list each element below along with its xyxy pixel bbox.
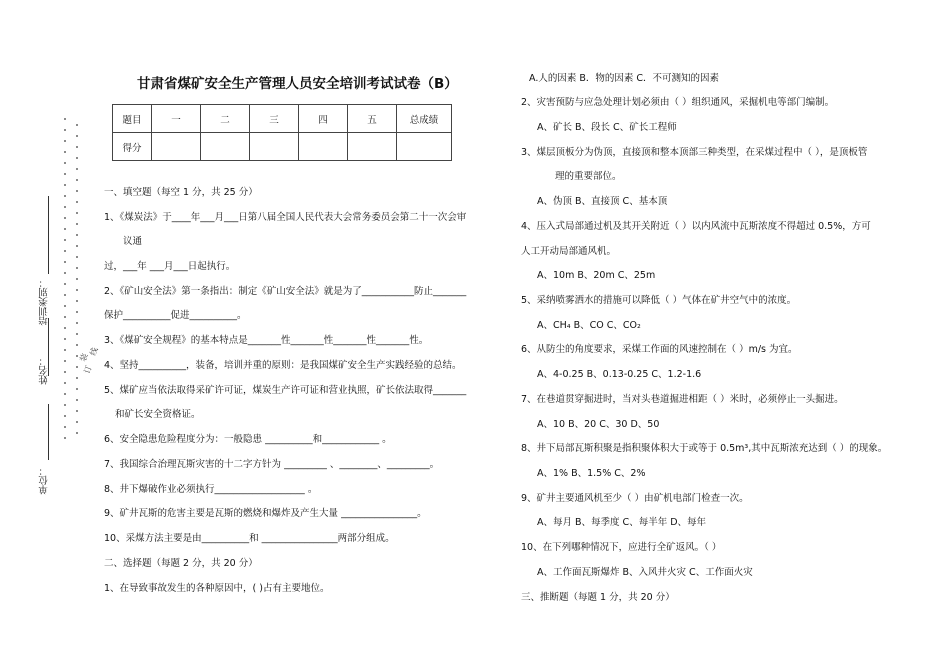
question-line: 7、我国综合治理瓦斯灾害的十二字方针为 _________ 、________、_________。 (104, 459, 440, 470)
question-line: 10、采煤方法主要是由__________和 ________________两部分组成。 (104, 533, 395, 544)
score-header: 五 (348, 105, 397, 133)
score-header: 三 (250, 105, 299, 133)
question-line: 和矿长安全资格证。 (115, 409, 201, 420)
binding-dots (64, 118, 66, 439)
score-header-row (113, 105, 452, 133)
question-line: 6、安全隐患危险程度分为：一般隐患 __________和____________ 。 (104, 434, 392, 445)
bind-mark: 装 (78, 352, 90, 363)
question-line: 7、在巷道贯穿掘进时，当对头巷道掘进相距（ ）米时，必须停止一头掘进。 (521, 394, 844, 405)
question-line: 5、煤矿应当依法取得采矿许可证，煤炭生产许可证和营业执照，矿长依法取得_______ (104, 385, 467, 396)
score-header: 总成绩 (397, 105, 452, 133)
name-label: 姓名： (39, 356, 50, 385)
score-header: 一 (152, 105, 201, 133)
score-header: 二 (201, 105, 250, 133)
binding-dots (76, 124, 78, 434)
category-label: 培训类别： (39, 278, 50, 326)
question-line: 保护__________促进__________。 (104, 310, 247, 321)
question-line: 9、矿井瓦斯的危害主要是瓦斯的燃烧和爆炸及产生大量 ________________。 (104, 508, 427, 519)
question-line: 人工开动局部通风机。 (521, 246, 617, 257)
score-row-label: 得分 (113, 133, 152, 161)
score-row (113, 133, 452, 161)
score-header: 题目 (113, 105, 152, 133)
score-cell[interactable] (299, 133, 348, 161)
score-table (112, 104, 452, 161)
question-line: 1、《煤炭法》于____年___月___日第八届全国人民代表大会常务委员会第二十一次会审 (104, 212, 467, 223)
score-cell[interactable] (152, 133, 201, 161)
unit-label: 单位： (39, 466, 50, 495)
question-line: 理的重要部位。 (555, 171, 622, 182)
option-line: A、4-0.25 B、0.13-0.25 C、1.2-1.6 (537, 369, 702, 380)
bind-mark: 线 (88, 346, 100, 357)
question-line: 4、压入式局部通过机及其开关附近（ ）以内风流中瓦斯浓度不得超过 0.5%，方可 (521, 221, 871, 232)
question-line: 8、井下爆破作业必须执行___________________ 。 (104, 484, 318, 495)
binding-line (48, 404, 49, 460)
question-line: 6、从防尘的角度要求，采煤工作面的风速控制在（ ）m/s 为宜。 (521, 344, 798, 355)
option-line: A、10m B、20m C、25m (537, 270, 656, 281)
score-cell[interactable] (250, 133, 299, 161)
question-line: 过，___年 ___月___日起执行。 (104, 261, 236, 272)
question-line: 10、在下列哪种情况下，应进行全矿返风。（ ） (521, 542, 722, 553)
question-line: 2、灾害预防与应急处理计划必须由（ ）组织通风，采掘机电等部门编制。 (521, 97, 835, 108)
option-line: A、1% B、1.5% C、2% (537, 468, 646, 479)
section-heading: 二、选择题（每题 2 分，共 20 分） (104, 558, 258, 569)
section-heading: 一、填空题（每空 1 分，共 25 分） (104, 187, 258, 198)
section-heading: 三、推断题（每题 1 分，共 20 分） (521, 592, 675, 603)
question-line: 议通 (123, 236, 143, 247)
question-line: 8、井下局部瓦斯积聚是指积聚体积大于或等于 0.5m³,其中瓦斯浓充达到（ ）的现象。 (521, 443, 888, 454)
option-line: A、工作面瓦斯爆炸 B、入风井火灾 C、工作面火灾 (537, 567, 753, 578)
score-header: 四 (299, 105, 348, 133)
score-cell[interactable] (201, 133, 250, 161)
score-cell[interactable] (397, 133, 452, 161)
option-line: A、伪顶 B、直接顶 C、基本顶 (537, 196, 668, 207)
score-cell[interactable] (348, 133, 397, 161)
question-line: 9、矿井主要通风机至少（ ）由矿机电部门检查一次。 (521, 493, 749, 504)
question-line: 2、《矿山安全法》第一条指出：制定《矿山安全法》就是为了___________防止_______ (104, 286, 467, 297)
option-line: A.人的因素 B．物的因素 C．不可测知的因素 (529, 73, 720, 84)
question-line: 3、《煤矿安全规程》的基本特点是_______性_______性_______性_______性。 (104, 335, 429, 346)
bind-mark: 订 (82, 364, 94, 375)
option-line: A、10 B、20 C、30 D、50 (537, 419, 660, 430)
binding-line (48, 196, 49, 274)
question-line: 4、坚持__________，装备，培训并重的原则：是我国煤矿安全生产实践经验的总结。 (104, 360, 462, 371)
option-line: A、每月 B、每季度 C、每半年 D、每年 (537, 517, 707, 528)
option-line: A、矿长 B、段长 C、矿长工程师 (537, 122, 677, 133)
exam-title: 甘肃省煤矿安全生产管理人员安全培训考试试卷（B） (137, 76, 458, 92)
question-line: 3、煤层顶板分为伪顶，直接顶和整本顶部三种类型，在采煤过程中（ ），是顶板管 (521, 147, 868, 158)
question-line: 1、在导致事故发生的各种原因中，( )占有主要地位。 (104, 583, 330, 594)
option-line: A、CH₄ B、CO C、CO₂ (537, 320, 641, 331)
question-line: 5、采纳喷雾洒水的措施可以降低（ ）气体在矿井空气中的浓度。 (521, 295, 797, 306)
